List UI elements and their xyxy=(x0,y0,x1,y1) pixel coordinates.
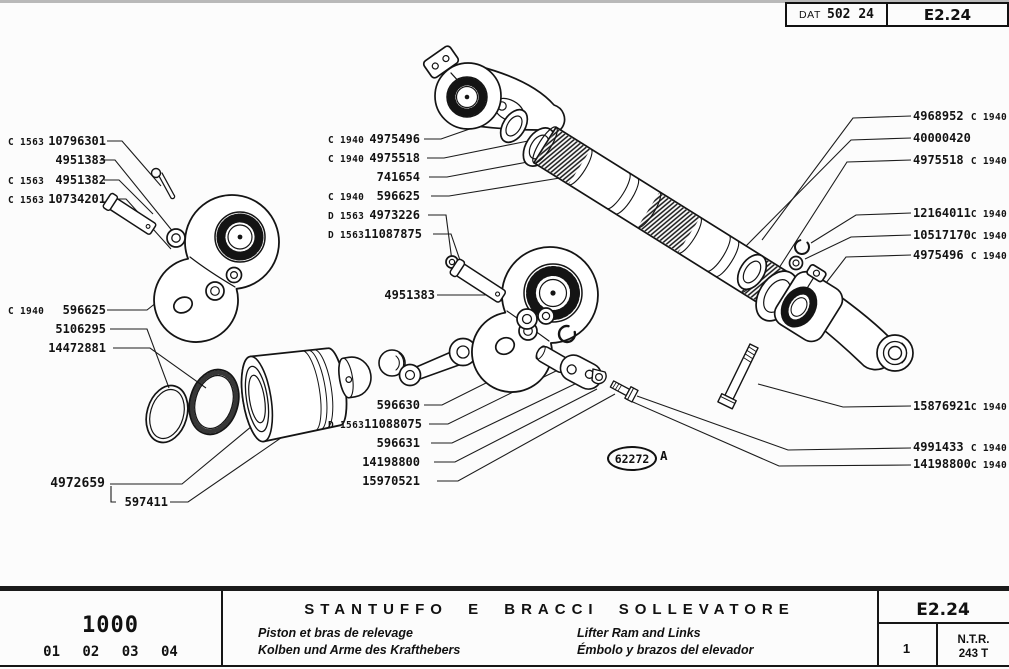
top-lift-arm xyxy=(422,45,564,135)
part-label: D 1563 4973226 xyxy=(328,208,420,222)
ntr-line1: N.T.R. xyxy=(957,634,990,646)
revision-stamp: 62272 xyxy=(607,446,657,471)
footer-hline xyxy=(877,622,1009,624)
link-rod xyxy=(400,339,477,386)
part-label: 4951383 xyxy=(55,153,106,167)
section-title-english: Lifter Ram and Links xyxy=(577,626,701,640)
part-label: 4972659 xyxy=(50,476,105,491)
part-label: 4991433 C 1940 xyxy=(913,440,1007,454)
part-label: 4975496 C 1940 xyxy=(913,248,1007,262)
eye-bracket xyxy=(592,369,606,384)
ntr-reference xyxy=(938,634,1009,661)
part-label: C 1940 596625 xyxy=(8,303,106,317)
part-label: C 1940 596625 xyxy=(328,189,420,203)
part-label: 14198800 xyxy=(362,455,420,469)
part-label: C 1940 4975518 xyxy=(328,151,420,165)
clevis-pin xyxy=(102,193,157,237)
arm-bolt xyxy=(718,342,761,408)
center-pin xyxy=(449,258,507,305)
section-title-german: Kolben und Arme des Krafthebers xyxy=(258,643,461,657)
part-label: 15970521 xyxy=(362,474,420,488)
section-title-french: Piston et bras de relevage xyxy=(258,626,413,640)
ntr-line2: 243 T xyxy=(958,647,989,660)
part-label: 4951383 xyxy=(384,288,435,302)
part-label: C 1563 4951382 xyxy=(8,173,106,187)
part-label: 597411 xyxy=(124,495,168,509)
dat-label: DAT xyxy=(799,8,822,21)
model-variant-codes: 01 02 03 04 xyxy=(43,644,178,660)
footer-divider-bar xyxy=(0,586,1009,591)
sheet-number: 1 xyxy=(902,641,911,656)
part-label: 741654 xyxy=(376,170,420,184)
part-label: 40000420 xyxy=(913,131,971,145)
section-title-spanish: Émbolo y brazos del elevador xyxy=(577,643,754,657)
snap-ring-and-washer xyxy=(790,237,812,269)
part-label: 14472881 xyxy=(48,341,106,355)
footer-bottom-line xyxy=(0,665,1009,667)
part-label: 596631 xyxy=(376,436,420,450)
part-label: C 1563 10796301 xyxy=(8,134,106,148)
part-label: 596630 xyxy=(376,398,420,412)
left-crank-arm xyxy=(154,195,279,342)
small-bolt xyxy=(609,378,638,402)
model-number: 1000 xyxy=(82,613,139,638)
dat-number: 502 24 xyxy=(827,7,874,22)
revision-letter: A xyxy=(660,448,668,463)
cotter-pin xyxy=(152,169,175,199)
section-title-italian: STANTUFFO E BRACCI SOLLEVATORE xyxy=(304,601,795,618)
part-label: 5106295 xyxy=(55,322,106,336)
header-page-code: E2.24 xyxy=(923,5,972,24)
part-label: 4975518 C 1940 xyxy=(913,153,1007,167)
part-label: 14198800 C 1940 xyxy=(913,457,1007,471)
piston-ring xyxy=(182,364,246,441)
part-label: 15876921 C 1940 xyxy=(913,399,1007,413)
part-label: C 1563 10734201 xyxy=(8,192,106,206)
part-label: C 1940 4975496 xyxy=(328,132,420,146)
pivot-bushing xyxy=(167,229,185,247)
part-label: D 1563 11088075 xyxy=(328,417,422,431)
center-bushing xyxy=(517,309,537,329)
part-label: 10517170 C 1940 xyxy=(913,228,1007,242)
part-label: D 1563 11087875 xyxy=(328,227,422,241)
dat-cell xyxy=(787,4,888,25)
part-label: 12164011 C 1940 xyxy=(913,206,1007,220)
header-reference-box xyxy=(785,2,1009,27)
part-label: 4968952 C 1940 xyxy=(913,109,1007,123)
footer-page-code: E2.24 xyxy=(916,600,970,620)
o-ring xyxy=(140,381,194,448)
